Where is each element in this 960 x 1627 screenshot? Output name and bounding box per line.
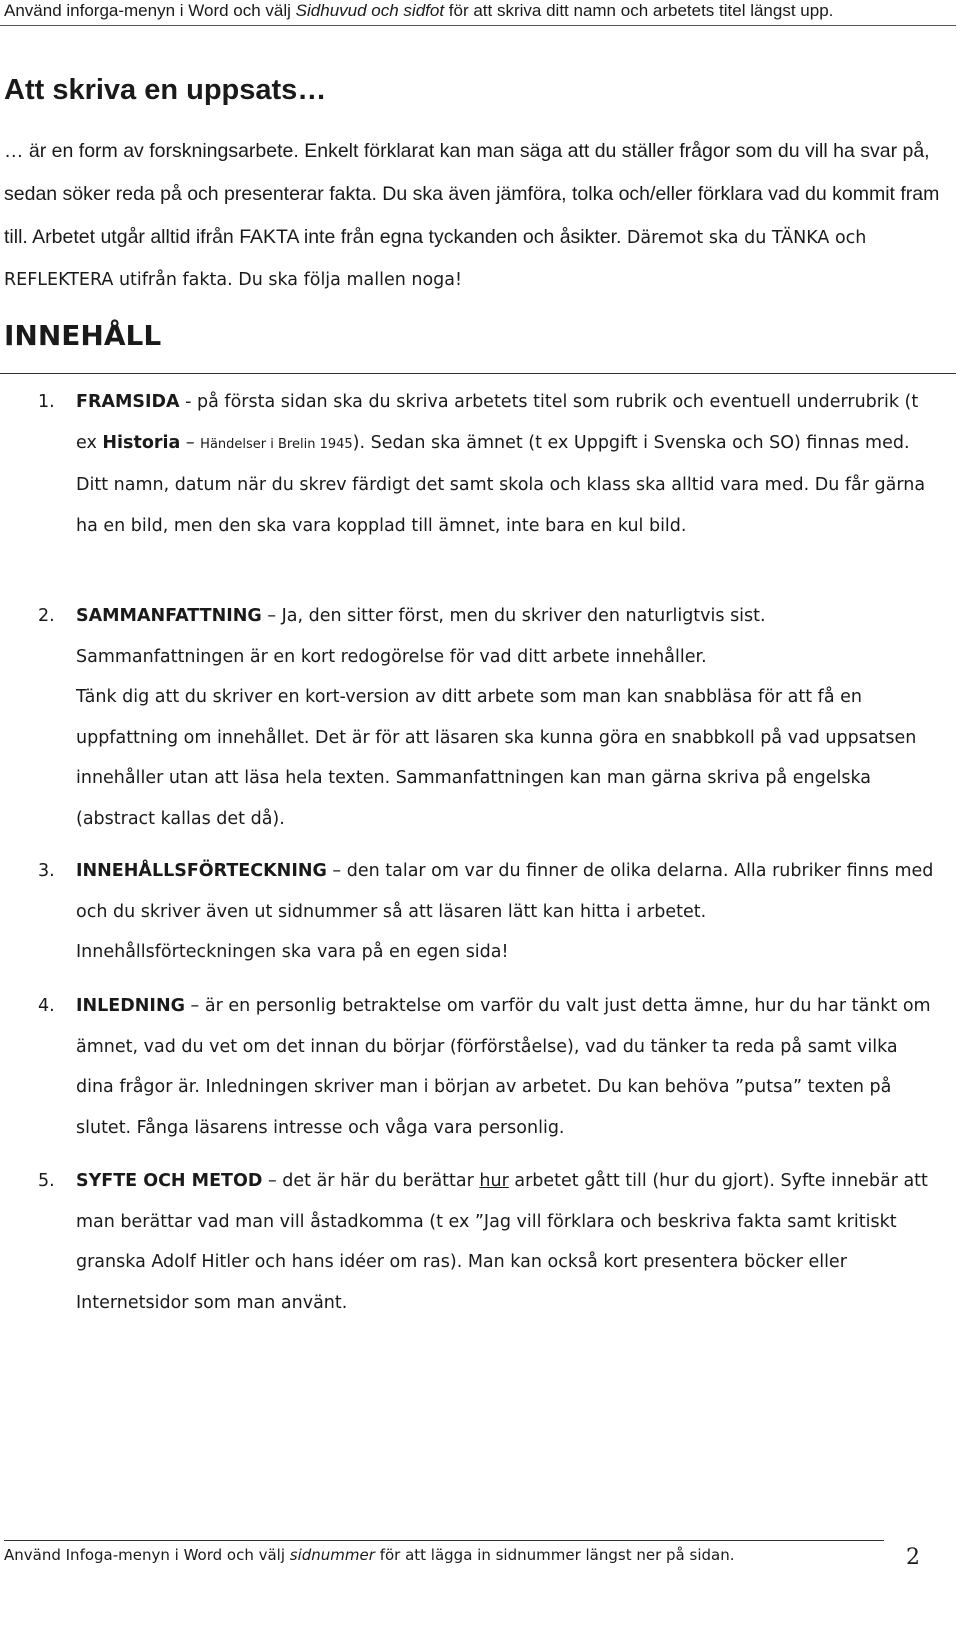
- item-body: – det är här du berättar: [262, 1171, 480, 1191]
- list-item-innehallsforteckning: [38, 851, 938, 973]
- list-item-inledning: [38, 986, 938, 1148]
- section-divider: [0, 373, 956, 374]
- item-text: [76, 986, 938, 1148]
- item-body: – den talar om var du finner de olika delarna. Alla rubriker finns med och du skriver även ut sidnummer så att läsaren lätt kan hitta i arbetet.: [76, 861, 934, 922]
- footer-text: Använd Infoga-menyn i Word och välj: [4, 1546, 290, 1564]
- intro-text: … är en form av forskningsarbete. Enkelt förklarat kan man säga att du ställer frågor som du vill ha svar på, sedan söker reda på och presenterar fakta. Du ska även jämföra, tolka och/eller förklara vad du kommit fram till. Arbetet utgår alltid ifrån FAKTA inte från egna tyckanden och åsikter.: [4, 140, 940, 248]
- item-text: [76, 596, 938, 839]
- document-title: Att skriva en uppsats…: [4, 74, 327, 106]
- item-text: [76, 382, 938, 546]
- item-number: 5.: [38, 1171, 55, 1191]
- example-dash: –: [180, 432, 201, 453]
- footer-text-end: för att lägga in sidnummer längst ner på sidan.: [374, 1546, 735, 1564]
- item-body: - på första sidan ska du skriva arbetets titel som rubrik och eventuell underrubrik (t ex: [76, 392, 919, 453]
- header-divider: [0, 25, 956, 26]
- item-text: [76, 851, 938, 973]
- intro-paragraph: [4, 130, 944, 301]
- item-term: INNEHÅLLSFÖRTECKNING: [76, 861, 327, 881]
- item-term: SAMMANFATTNING: [76, 606, 262, 626]
- underlined-word: hur: [479, 1171, 509, 1191]
- item-text: [76, 1161, 938, 1323]
- example-subject: Historia: [102, 432, 181, 453]
- footer-divider: [4, 1540, 884, 1541]
- page-number: 2: [906, 1545, 920, 1570]
- item-number: 1.: [38, 392, 55, 412]
- list-item-syfte-och-metod: [38, 1161, 938, 1323]
- item-number: 3.: [38, 861, 55, 881]
- list-item-sammanfattning: [38, 596, 938, 839]
- list-item-framsida: [38, 382, 938, 546]
- page-header: [4, 0, 952, 24]
- item-body-continued: Tänk dig att du skriver en kort-version av ditt arbete som man kan snabbläsa för att få en uppfattning om innehållet. Det är för att läsaren ska kunna göra en snabbkoll på vad uppsatsen innehåller utan att läsa hela texten. Sammanfattningen kan man gärna skriva på engelska (abstract kallas det då).: [76, 687, 917, 829]
- item-term: INLEDNING: [76, 996, 185, 1016]
- item-body: – Ja, den sitter först, men du skriver den naturligtvis sist.: [261, 606, 766, 626]
- header-emphasis: Sidhuvud och sidfot: [295, 1, 445, 20]
- header-text: Använd inforga-menyn i Word och välj: [4, 1, 296, 20]
- item-body-line2: Sammanfattningen är en kort redogörelse för vad ditt arbete innehåller.: [76, 646, 707, 667]
- header-text-end: för att skriva ditt namn och arbetets titel längst upp.: [444, 1, 834, 20]
- item-number: 2.: [38, 606, 55, 626]
- item-number: 4.: [38, 996, 55, 1016]
- item-body-continued: ). Sedan ska ämnet (t ex Uppgift i Svenska och SO) finnas med. Ditt namn, datum när du skrev färdigt det samt skola och klass ska alltid vara med. Du får gärna ha en bild, men den ska vara kopplad till ämnet, inte bara en kul bild.: [76, 432, 926, 536]
- page-footer: [4, 1544, 864, 1566]
- item-term: SYFTE OCH METOD: [76, 1171, 263, 1191]
- intro-text-continued: Däremot ska du TÄNKA och REFLEKTERA utifrån fakta. Du ska följa mallen noga!: [4, 228, 867, 290]
- section-heading: INNEHÅLL: [4, 319, 162, 352]
- item-body-continued: Innehållsförteckningen ska vara på en egen sida!: [76, 942, 509, 962]
- item-body-continued: arbetet gått till (hur du gjort). Syfte innebär att man berättar vad man vill åstadkomma (t ex ”Jag vill förklara och beskriva fakta samt kritiskt granska Adolf Hitler och hans idéer om ras). Man kan också kort presentera böcker eller Internetsidor som man använt.: [76, 1171, 928, 1313]
- footer-emphasis: sidnummer: [289, 1546, 375, 1564]
- example-subtitle: Händelser i Brelin 1945: [200, 436, 353, 452]
- item-term: FRAMSIDA: [76, 392, 180, 412]
- item-body: – är en personlig betraktelse om varför du valt just detta ämne, hur du har tänkt om ämnet, vad du vet om det innan du börjar (förförståelse), vad du tänker ta reda på samt vilka dina frågor är. Inledningen skriver man i början av arbetet. Du kan behöva ”putsa” texten på slutet. Fånga läsarens intresse och våga vara personlig.: [76, 996, 931, 1138]
